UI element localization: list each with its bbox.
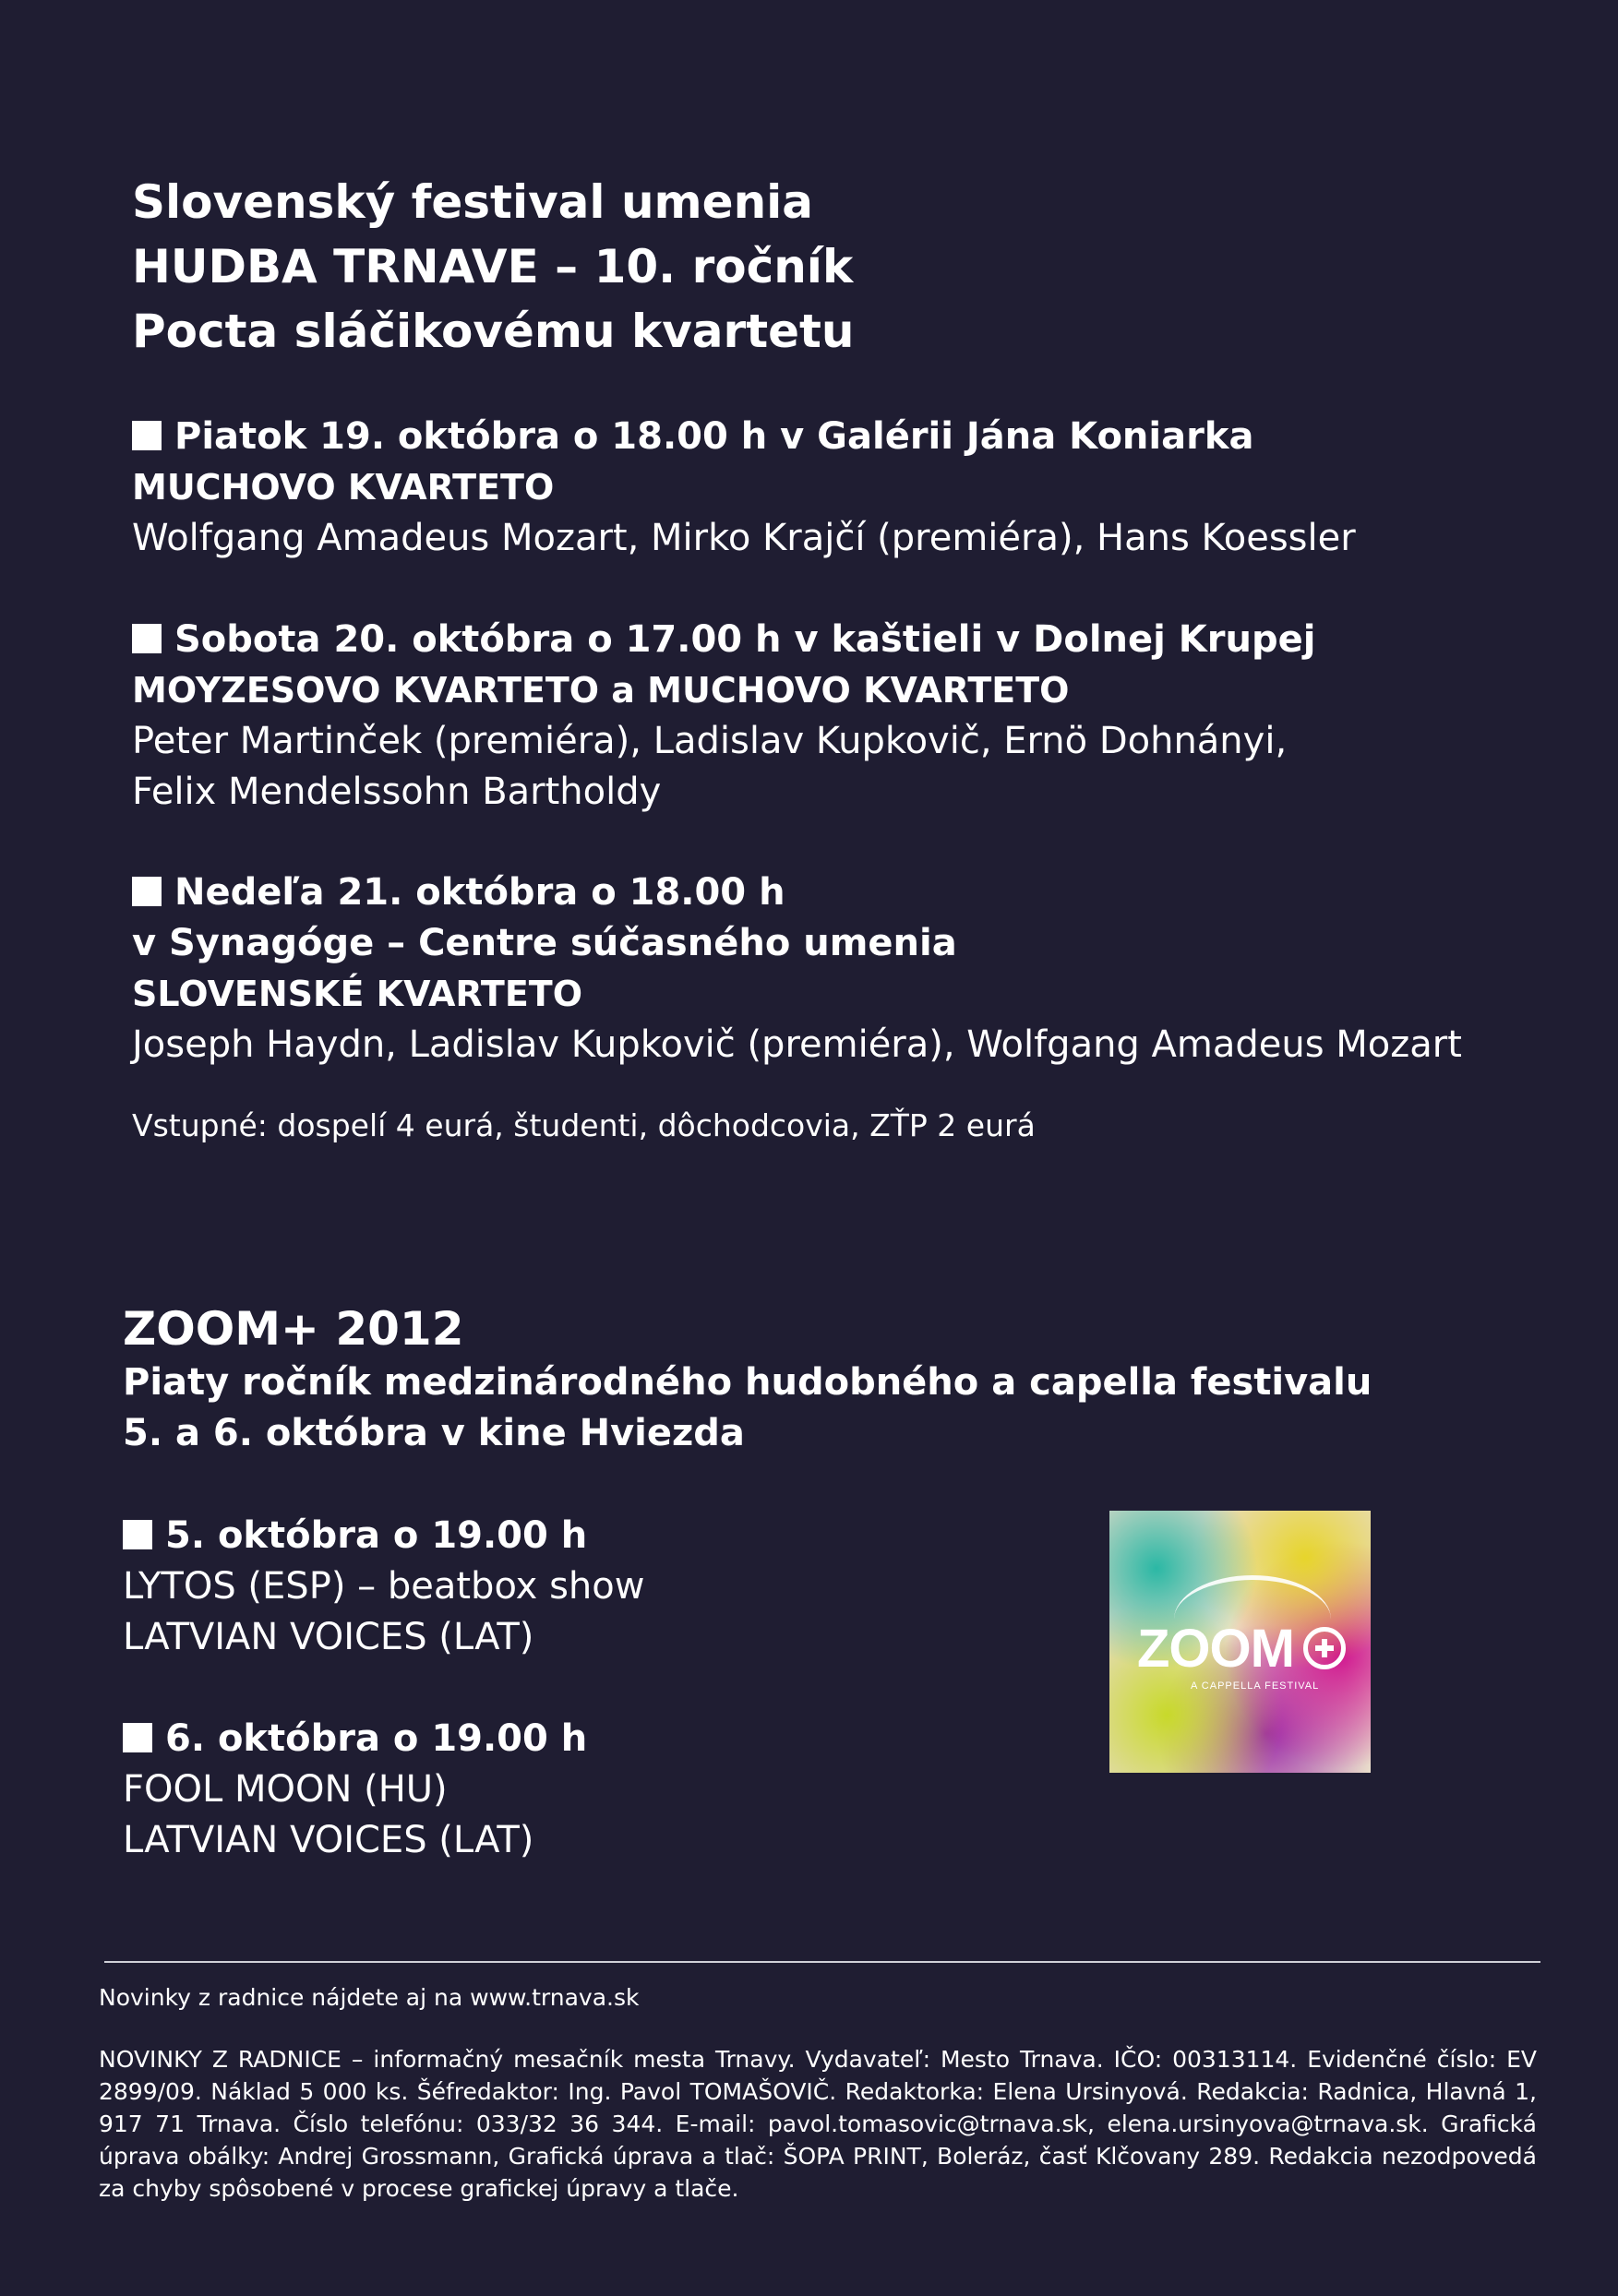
- zoom-event-2: [123, 1714, 587, 1866]
- square-bullet-icon: [123, 1723, 152, 1752]
- event-1-performer: MUCHOVO KVARTETO: [132, 467, 555, 508]
- zoom-subtitle-line-2: 5. a 6. októbra v kine Hviezda: [123, 1412, 745, 1454]
- event-2-when: Sobota 20. októbra o 17.00 h v kaštieli v Dolnej Krupej: [132, 615, 1315, 665]
- zoom-event-1-act-1: LYTOS (ESP) – beatbox show: [123, 1565, 645, 1608]
- plus-magnifier-icon: [1303, 1627, 1346, 1669]
- zoom-event-1: [123, 1511, 644, 1663]
- poster-title: ZOOM: [1137, 1619, 1294, 1679]
- footer-imprint: NOVINKY Z RADNICE – informačný mesačník mesta Trnavy. Vydavateľ: Mesto Trnava. IČO: 00313114. Evidenčné číslo: EV 2899/09. Náklad 5 000 ks. Šéfredaktor: Ing. Pavol TOMAŠOVIČ. Redaktorka: Elena Ursinyová. Redakcia: Radnica, Hlavná 1, 917 71 Trnava. Číslo telefónu: 033/32 36 344. E-mail: pavol.tomasovic@trnava.sk, elena.ursinyova@trnava.sk. Grafická úprava obálky: Andrej Grossmann, Grafická úprava a tlač: ŠOPA PRINT, Boleráz, časť Klčovany 289. Redakcia nezodpovedá za chyby spôsobené v procese grafickej úpravy a tlače.: [99, 2046, 1537, 2202]
- event-2-performer: MOYZESOVO KVARTETO a MUCHOVO KVARTETO: [132, 670, 1070, 711]
- poster-subtitle: A CAPPELLA FESTIVAL: [1191, 1680, 1320, 1692]
- zoom-subtitle-line-1: Piaty ročník medzinárodného hudobného a capella festivalu: [123, 1361, 1372, 1404]
- festival-title: [132, 170, 855, 364]
- festival-title-line-1: Slovenský festival umenia: [132, 175, 814, 229]
- square-bullet-icon: [123, 1520, 152, 1549]
- event-3-program: Joseph Haydn, Ladislav Kupkovič (premiéra), Wolfgang Amadeus Mozart: [132, 1023, 1462, 1066]
- event-1-program: Wolfgang Amadeus Mozart, Mirko Krajčí (premiéra), Hans Koessler: [132, 517, 1356, 559]
- event-2-program-line-2: Felix Mendelssohn Bartholdy: [132, 771, 662, 813]
- zoom-event-2-act-1: FOOL MOON (HU): [123, 1768, 448, 1811]
- festival-title-line-2: HUDBA TRNAVE – 10. ročník: [132, 240, 854, 293]
- admission-info: Vstupné: dospelí 4 eurá, študenti, dôchodcovia, ZŤP 2 eurá: [132, 1107, 1036, 1143]
- event-3: [132, 867, 1462, 1070]
- zoom-subtitle: [123, 1357, 1372, 1459]
- event-2: [132, 615, 1315, 818]
- zoom-event-1-when: 5. októbra o 19.00 h: [123, 1511, 644, 1561]
- square-bullet-icon: [132, 877, 162, 906]
- zoom-festival-poster: [1109, 1511, 1371, 1773]
- zoom-event-2-act-2: LATVIAN VOICES (LAT): [123, 1819, 534, 1861]
- square-bullet-icon: [132, 624, 162, 653]
- event-3-when: Nedeľa 21. októbra o 18.00 h: [132, 867, 1462, 918]
- event-3-place: v Synagóge – Centre súčasného umenia: [132, 922, 957, 964]
- square-bullet-icon: [132, 421, 162, 450]
- zoom-title: ZOOM+ 2012: [123, 1302, 464, 1356]
- zoom-event-2-when: 6. októbra o 19.00 h: [123, 1714, 587, 1764]
- festival-title-line-3: Pocta sláčikovému kvartetu: [132, 305, 855, 358]
- footer-divider: [104, 1961, 1540, 1963]
- event-1-when: Piatok 19. októbra o 18.00 h v Galérii Jána Koniarka: [132, 412, 1356, 462]
- event-1: [132, 412, 1356, 564]
- footer-link-line: Novinky z radnice nájdete aj na www.trnava.sk: [99, 1984, 640, 2011]
- event-2-program-line-1: Peter Martinček (premiéra), Ladislav Kupkovič, Ernö Dohnányi,: [132, 720, 1288, 762]
- event-3-performer: SLOVENSKÉ KVARTETO: [132, 974, 583, 1014]
- zoom-event-1-act-2: LATVIAN VOICES (LAT): [123, 1616, 534, 1658]
